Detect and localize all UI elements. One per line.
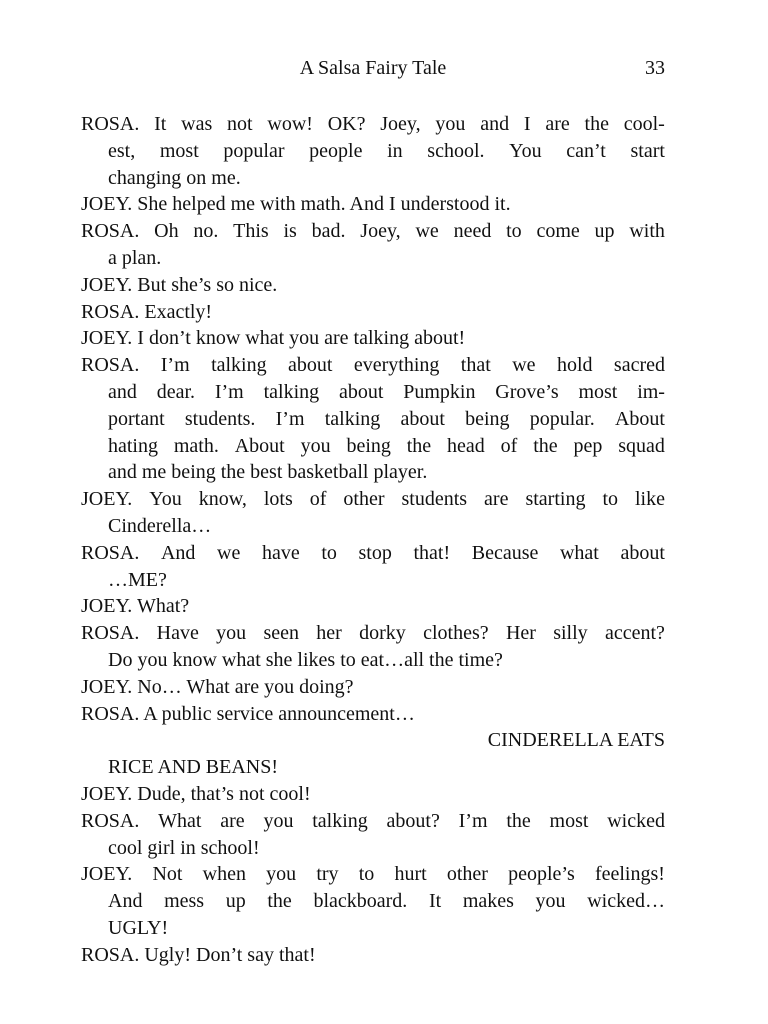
dialogue-word: wicked…: [587, 890, 665, 913]
book-title: A Salsa Fairy Tale: [299, 57, 447, 79]
dialogue-word: have: [261, 541, 300, 564]
dialogue-word: It: [154, 113, 167, 135]
dialogue-word: You: [149, 488, 182, 511]
dialogue-word: was: [181, 113, 213, 135]
dialogue-word: This: [233, 220, 269, 243]
dialogue-word: squad: [618, 434, 665, 457]
dialogue-word: I’m: [160, 354, 190, 377]
dialogue-word: About: [234, 434, 285, 457]
dialogue-word: start: [630, 139, 665, 162]
dialogue-word: wow!: [267, 113, 313, 135]
dialogue-word: Grove’s: [495, 380, 559, 403]
dialogue-line: [81, 352, 665, 379]
dialogue-line: JOEY. I don’t know what you are talking about!: [81, 327, 466, 350]
dialogue-line: cool girl in school!: [108, 836, 260, 859]
dialogue-word: JOEY.: [81, 488, 133, 511]
dialogue-word: talking: [312, 809, 368, 832]
dialogue-line: CINDERELLA EATS: [487, 729, 665, 752]
dialogue-word: cool-: [623, 113, 665, 135]
dialogue-word: is: [283, 220, 297, 243]
dialogue-word: im-: [637, 380, 665, 403]
dialogue-word: people’s: [508, 863, 575, 886]
dialogue-word: people: [309, 139, 363, 162]
dialogue-word: no.: [193, 220, 219, 243]
dialogue-word: students.: [184, 407, 256, 430]
dialogue-word: Her: [505, 622, 536, 645]
dialogue-word: popular: [223, 139, 285, 162]
dialogue-word: her: [316, 622, 342, 645]
dialogue-word: the: [267, 890, 292, 913]
dialogue-word: to: [506, 220, 522, 243]
dialogue-word: being: [346, 434, 391, 457]
book-page: [81, 54, 665, 969]
dialogue-word: silly: [553, 622, 588, 645]
dialogue-word: being: [465, 407, 510, 430]
script-text: [81, 111, 665, 969]
dialogue-word: You: [509, 139, 542, 162]
dialogue-word: JOEY.: [81, 863, 133, 886]
dialogue-word: the: [584, 113, 609, 135]
dialogue-line: [81, 540, 665, 567]
dialogue-word: of: [500, 434, 518, 457]
dialogue-word: math.: [173, 434, 219, 457]
dialogue-line: JOEY. Dude, that’s not cool!: [81, 782, 311, 805]
dialogue-word: need: [453, 220, 492, 243]
dialogue-word: hating: [108, 434, 158, 457]
dialogue-word: starting: [525, 488, 586, 511]
dialogue-line: [81, 111, 665, 138]
dialogue-word: you: [266, 863, 297, 886]
dialogue-word: portant: [108, 407, 165, 430]
dialogue-word: other: [446, 863, 488, 886]
dialogue-word: about: [288, 354, 333, 377]
dialogue-word: and: [108, 380, 137, 403]
dialogue-word: pep: [573, 434, 603, 457]
dialogue-word: I: [523, 113, 531, 135]
dialogue-word: are: [484, 488, 509, 511]
dialogue-word: talking: [263, 380, 320, 403]
dialogue-word: ROSA.: [81, 113, 140, 135]
dialogue-word: when: [202, 863, 246, 886]
dialogue-line: a plan.: [108, 246, 162, 269]
dialogue-line: ROSA. Ugly! Don’t say that!: [81, 943, 316, 966]
dialogue-word: you: [435, 113, 466, 135]
dialogue-word: of: [309, 488, 327, 511]
dialogue-word: talking: [211, 354, 267, 377]
dialogue-word: And: [108, 890, 143, 913]
dialogue-word: about: [338, 380, 384, 403]
dialogue-word: I’m: [458, 809, 488, 832]
dialogue-line: JOEY. But she’s so nice.: [81, 273, 278, 296]
dialogue-word: in: [387, 139, 403, 162]
dialogue-word: you: [300, 434, 331, 457]
dialogue-word: not: [227, 113, 253, 135]
dialogue-line: RICE AND BEANS!: [108, 756, 279, 779]
dialogue-word: and: [480, 113, 510, 135]
dialogue-line: and me being the best basketball player.: [108, 461, 428, 484]
dialogue-word: ROSA.: [81, 622, 140, 645]
dialogue-word: you: [216, 622, 247, 645]
dialogue-word: stop: [358, 541, 392, 564]
dialogue-word: most: [549, 809, 589, 832]
dialogue-word: Oh: [154, 220, 179, 243]
dialogue-word: Not: [152, 863, 183, 886]
dialogue-line: JOEY. She helped me with math. And I understood it.: [81, 193, 511, 216]
dialogue-word: the: [506, 809, 531, 832]
dialogue-word: ROSA.: [81, 809, 140, 832]
dialogue-word: ROSA.: [81, 541, 140, 564]
page-number: 33: [645, 57, 665, 79]
dialogue-line: [81, 138, 665, 165]
dialogue-word: try: [316, 863, 339, 886]
dialogue-word: ROSA.: [81, 354, 140, 377]
dialogue-word: clothes?: [423, 622, 489, 645]
dialogue-word: ROSA.: [81, 220, 140, 243]
dialogue-word: bad.: [311, 220, 346, 243]
dialogue-word: with: [629, 220, 665, 243]
dialogue-word: other: [343, 488, 385, 511]
dialogue-word: are: [545, 113, 570, 135]
dialogue-word: the: [533, 434, 558, 457]
dialogue-line: JOEY. No… What are you doing?: [81, 675, 354, 698]
dialogue-word: dorky: [359, 622, 406, 645]
dialogue-word: wicked: [607, 809, 665, 832]
dialogue-line: ROSA. Exactly!: [81, 300, 213, 323]
dialogue-word: about: [400, 407, 445, 430]
dialogue-line: UGLY!: [108, 916, 169, 939]
dialogue-word: everything: [353, 354, 440, 377]
dialogue-word: to: [602, 488, 618, 511]
dialogue-word: like: [634, 488, 665, 511]
dialogue-word: talking: [324, 407, 381, 430]
dialogue-word: school.: [427, 139, 485, 162]
dialogue-word: popular.: [529, 407, 595, 430]
dialogue-line: ROSA. A public service announcement…: [81, 702, 415, 725]
dialogue-word: we: [415, 220, 439, 243]
dialogue-line: [81, 808, 665, 835]
dialogue-word: makes: [462, 890, 514, 913]
dialogue-word: blackboard.: [313, 890, 408, 913]
dialogue-word: most: [578, 380, 618, 403]
dialogue-word: that: [460, 354, 491, 377]
dialogue-word: It: [428, 890, 442, 913]
dialogue-word: to: [321, 541, 337, 564]
dialogue-word: know,: [198, 488, 247, 511]
dialogue-word: what: [559, 541, 599, 564]
dialogue-line: …ME?: [108, 568, 167, 591]
dialogue-line: [81, 620, 665, 647]
dialogue-word: about: [620, 541, 665, 564]
dialogue-word: sacred: [613, 354, 665, 377]
running-header: [81, 54, 665, 82]
dialogue-word: Joey,: [380, 113, 421, 135]
dialogue-word: Pumpkin: [403, 380, 476, 403]
dialogue-word: the: [406, 434, 432, 457]
dialogue-word: to: [358, 863, 375, 886]
dialogue-line: Cinderella…: [108, 514, 212, 537]
dialogue-word: dear.: [156, 380, 196, 403]
dialogue-word: we: [512, 354, 536, 377]
dialogue-word: come: [536, 220, 580, 243]
dialogue-word: lots: [263, 488, 293, 511]
dialogue-word: mess: [164, 890, 205, 913]
dialogue-line: [81, 433, 665, 460]
dialogue-word: est,: [108, 139, 136, 162]
dialogue-word: What: [158, 809, 202, 832]
dialogue-word: we: [217, 541, 241, 564]
dialogue-word: are: [220, 809, 245, 832]
dialogue-line: JOEY. What?: [81, 595, 190, 618]
dialogue-word: Because: [471, 541, 539, 564]
dialogue-word: feelings!: [594, 863, 665, 886]
dialogue-word: About: [614, 407, 665, 430]
dialogue-word: And: [160, 541, 196, 564]
dialogue-word: about?: [386, 809, 440, 832]
dialogue-line: [81, 406, 665, 433]
dialogue-line: [81, 379, 665, 406]
dialogue-word: Joey,: [360, 220, 401, 243]
dialogue-line: changing on me.: [108, 166, 241, 189]
dialogue-word: most: [159, 139, 199, 162]
dialogue-word: you: [535, 890, 566, 913]
dialogue-word: that!: [413, 541, 451, 564]
dialogue-word: I’m: [214, 380, 244, 403]
dialogue-line: Do you know what she likes to eat…all the time?: [108, 648, 503, 671]
dialogue-word: students: [401, 488, 468, 511]
dialogue-word: you: [263, 809, 294, 832]
dialogue-word: accent?: [604, 622, 665, 645]
dialogue-word: Have: [156, 622, 199, 645]
dialogue-word: hold: [556, 354, 593, 377]
dialogue-line: [81, 486, 665, 513]
dialogue-word: up: [225, 890, 246, 913]
dialogue-word: hurt: [394, 863, 427, 886]
dialogue-word: can’t: [566, 139, 606, 162]
dialogue-line: [81, 861, 665, 888]
dialogue-word: I’m: [275, 407, 305, 430]
dialogue-word: up: [594, 220, 615, 243]
dialogue-line: [81, 218, 665, 245]
dialogue-word: seen: [263, 622, 299, 645]
dialogue-word: head: [447, 434, 485, 457]
dialogue-word: OK?: [327, 113, 366, 135]
dialogue-line: [81, 888, 665, 915]
